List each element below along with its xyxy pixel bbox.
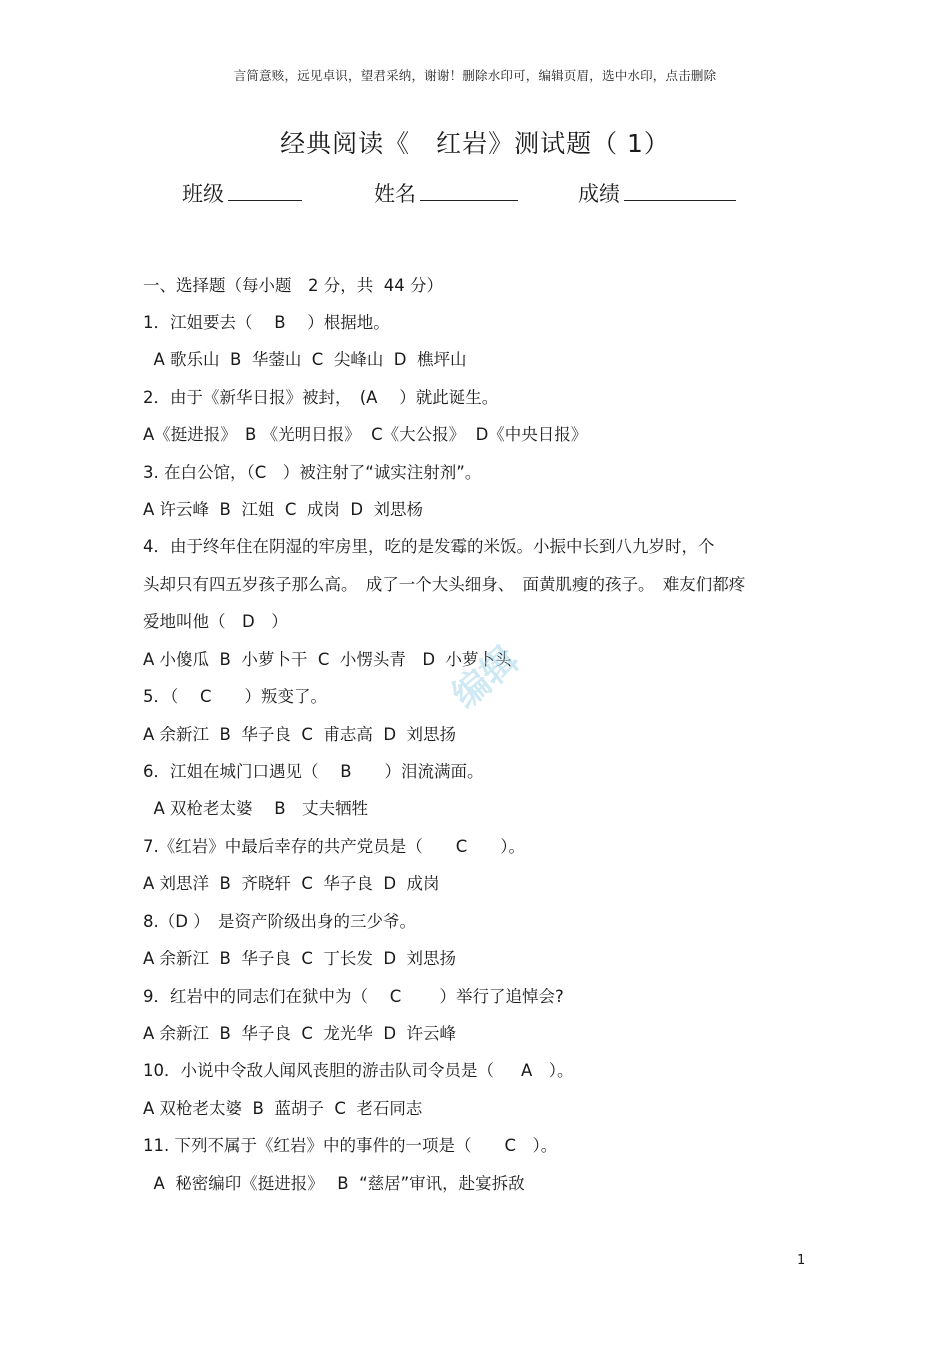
question-line: 2．由于《新华日报》被封， (A ）就此诞生。 [143,388,499,407]
question-line: 6．江姐在城门口遇见（ B ）泪流满面。 [143,762,484,781]
options-line: A《挺进报》 B 《光明日报》 C《大公报》 D《中央日报》 [143,425,588,444]
page-title: 经典阅读《 红岩》测试题（ 1） [280,129,670,158]
question-line: 1．江姐要去（ B ）根据地。 [143,313,390,332]
question-line: 7.《红岩》中最后幸存的共产党员是（ C ）。 [143,837,526,856]
options-line: A 许云峰 B 江姐 C 成岗 D 刘思杨 [143,500,424,519]
options-line: A 余新江 B 华子良 C 甫志高 D 刘思扬 [143,725,457,744]
question-line: 10．小说中令敌人闻风丧胆的游击队司令员是（ A ）。 [143,1061,574,1080]
question-line: 11. 下列不属于《红岩》中的事件的一项是（ C ）。 [143,1136,558,1155]
question-line: 4．由于终年住在阴湿的牢房里，吃的是发霉的米饭。小振中长到八九岁时，个 [143,537,715,556]
watermark: 编辑 [445,638,527,717]
page-number: 1 [797,1253,806,1268]
student-info-fields [0,178,950,214]
question-line: 5．（ C ）叛变了。 [143,687,328,706]
question-line: 8.（D ） 是资产阶级出身的三少爷。 [143,912,416,931]
question-line: 头却只有四五岁孩子那么高。 成了一个大头细身、 面黄肌瘦的孩子。 难友们都疼 [143,575,746,594]
class-field [182,178,302,208]
score-field [578,178,736,208]
options-line: A 秘密编印《挺进报》 B “慈居”审讯，赴宴拆敌 [143,1174,525,1193]
question-line: 9．红岩中的同志们在狱中为（ C ）举行了追悼会? [143,987,564,1006]
header-banner: 言简意赅，远见卓识，望君采纳，谢谢！删除水印可，编辑页眉，选中水印，点击删除 [233,68,717,83]
name-label: 姓名 [374,182,416,206]
options-line: A 小傻瓜 B 小萝卜干 C 小愣头青 D 小萝卜头 [143,650,512,669]
question-line: 爱地叫他（ D ） [143,612,288,631]
options-line: A 双枪老太婆 B 丈夫牺牲 [143,799,369,818]
options-line: A 刘思洋 B 齐晓轩 C 华子良 D 成岗 [143,874,440,893]
class-blank [228,180,302,201]
options-line: A 歌乐山 B 华蓥山 C 尖峰山 D 樵坪山 [143,350,467,369]
class-label: 班级 [182,182,224,206]
options-line: A 双枪老太婆 B 蓝胡子 C 老石同志 [143,1099,423,1118]
score-label: 成绩 [578,182,620,206]
question-line: 3. 在白公馆，（C ）被注射了“诚实注射剂”。 [143,463,482,482]
options-line: A 余新江 B 华子良 C 龙光华 D 许云峰 [143,1024,457,1043]
name-blank [420,180,518,201]
options-line: A 余新江 B 华子良 C 丁长发 D 刘思扬 [143,949,457,968]
name-field [374,178,518,208]
section-heading: 一、选择题（每小题 2 分，共 44 分） [143,276,443,295]
score-blank [624,180,736,201]
